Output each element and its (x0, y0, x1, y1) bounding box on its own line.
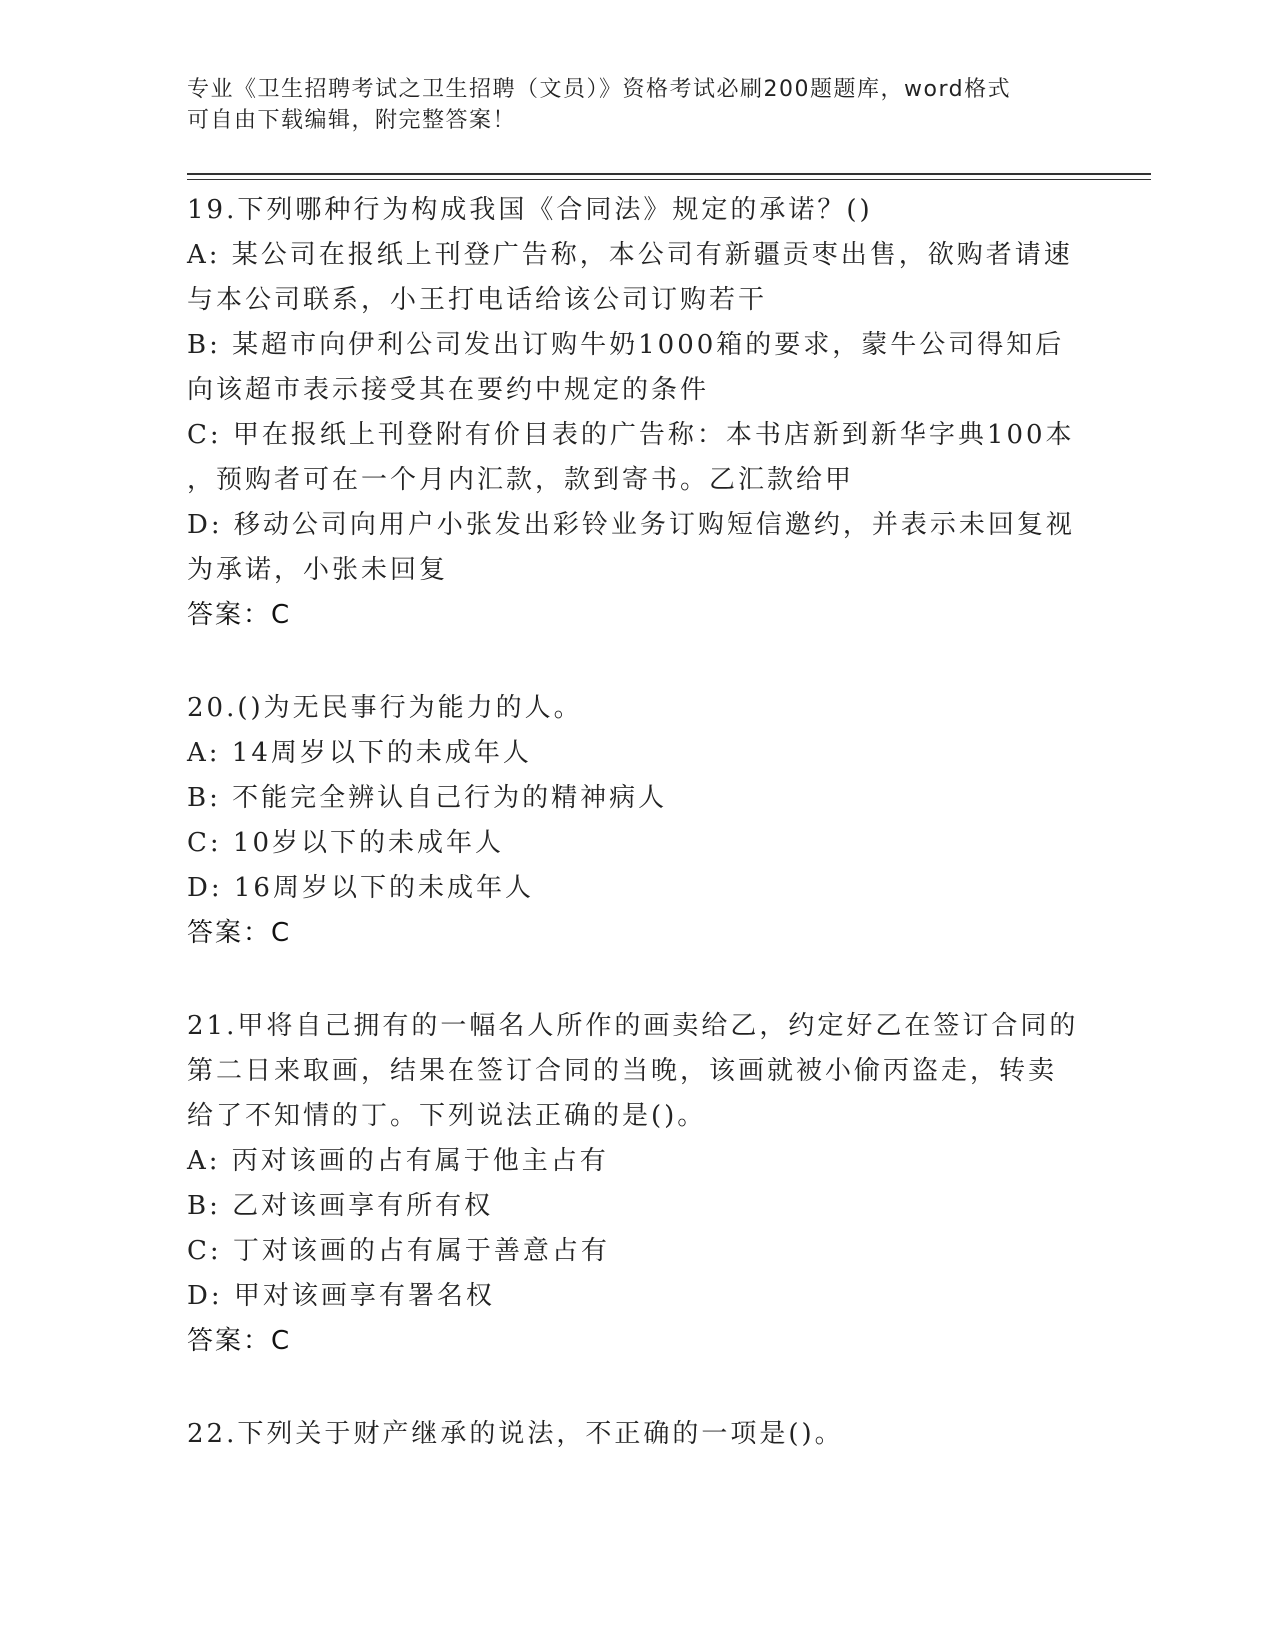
answer-option (187, 323, 1087, 413)
answer-option (187, 1184, 1087, 1229)
header-line-2: 可自由下载编辑，附完整答案！ (187, 108, 517, 133)
question-stem-line: 给了不知情的丁。下列说法正确的是()。 (187, 1101, 707, 1131)
question-stem-line: 21.甲将自己拥有的一幅名人所作的画卖给乙，约定好乙在签订合同的 (187, 1011, 1079, 1041)
answer-key: 答案：C (187, 918, 292, 948)
option-text-line: B: 乙对该画享有所有权 (187, 1191, 494, 1221)
option-text-line: D: 移动公司向用户小张发出彩铃业务订购短信邀约，并表示未回复视 (187, 510, 1075, 540)
question-stem-line: 20.()为无民事行为能力的人。 (187, 693, 583, 723)
header-divider-thin (187, 179, 1151, 180)
question-spacer (187, 638, 1087, 686)
answer-option (187, 233, 1087, 323)
option-text-line: D: 甲对该画享有署名权 (187, 1281, 495, 1311)
option-text-line: C: 丁对该画的占有属于善意占有 (187, 1236, 610, 1266)
option-text-line: A: 丙对该画的占有属于他主占有 (187, 1146, 609, 1176)
answer-key: 答案：C (187, 600, 292, 630)
option-text-line: ，预购者可在一个月内汇款，款到寄书。乙汇款给甲 (187, 465, 855, 495)
question-stem-line: 19.下列哪种行为构成我国《合同法》规定的承诺？() (187, 195, 873, 225)
option-text-line: A: 14周岁以下的未成年人 (187, 738, 532, 768)
option-text-line: D: 16周岁以下的未成年人 (187, 873, 534, 903)
option-text-line: B: 不能完全辨认自己行为的精神病人 (187, 783, 668, 813)
question-stem-line: 22.下列关于财产继承的说法，不正确的一项是()。 (187, 1419, 844, 1449)
answer-option (187, 1229, 1087, 1274)
option-text-line: B: 某超市向伊利公司发出订购牛奶1000箱的要求，蒙牛公司得知后 (187, 330, 1065, 360)
question-block (187, 686, 1087, 956)
answer-option (187, 776, 1087, 821)
option-text-line: C: 10岁以下的未成年人 (187, 828, 505, 858)
option-text-line: A: 某公司在报纸上刊登广告称，本公司有新疆贡枣出售，欲购者请速 (187, 240, 1073, 270)
document-header (187, 74, 1087, 136)
option-text-line: 为承诺，小张未回复 (187, 555, 449, 585)
question-list (187, 188, 1087, 1457)
question-stem-line: 第二日来取画，结果在签订合同的当晚，该画就被小偷丙盗走，转卖 (187, 1056, 1058, 1086)
header-line-1: 专业《卫生招聘考试之卫生招聘（文员）》资格考试必刷200题题库，word格式 (187, 77, 1012, 102)
answer-key: 答案：C (187, 1326, 292, 1356)
question-block (187, 188, 1087, 638)
option-text-line: C: 甲在报纸上刊登附有价目表的广告称：本书店新到新华字典100本 (187, 420, 1075, 450)
option-text-line: 向该超市表示接受其在要约中规定的条件 (187, 375, 710, 405)
header-divider-thick (187, 173, 1151, 175)
answer-option (187, 731, 1087, 776)
question-spacer (187, 1364, 1087, 1412)
question-block (187, 1412, 1087, 1457)
question-spacer (187, 956, 1087, 1004)
answer-option (187, 1274, 1087, 1319)
option-text-line: 与本公司联系，小王打电话给该公司订购若干 (187, 285, 768, 315)
answer-option (187, 413, 1087, 503)
answer-option (187, 821, 1087, 866)
answer-option (187, 866, 1087, 911)
answer-option (187, 1139, 1087, 1184)
question-block (187, 1004, 1087, 1364)
answer-option (187, 503, 1087, 593)
